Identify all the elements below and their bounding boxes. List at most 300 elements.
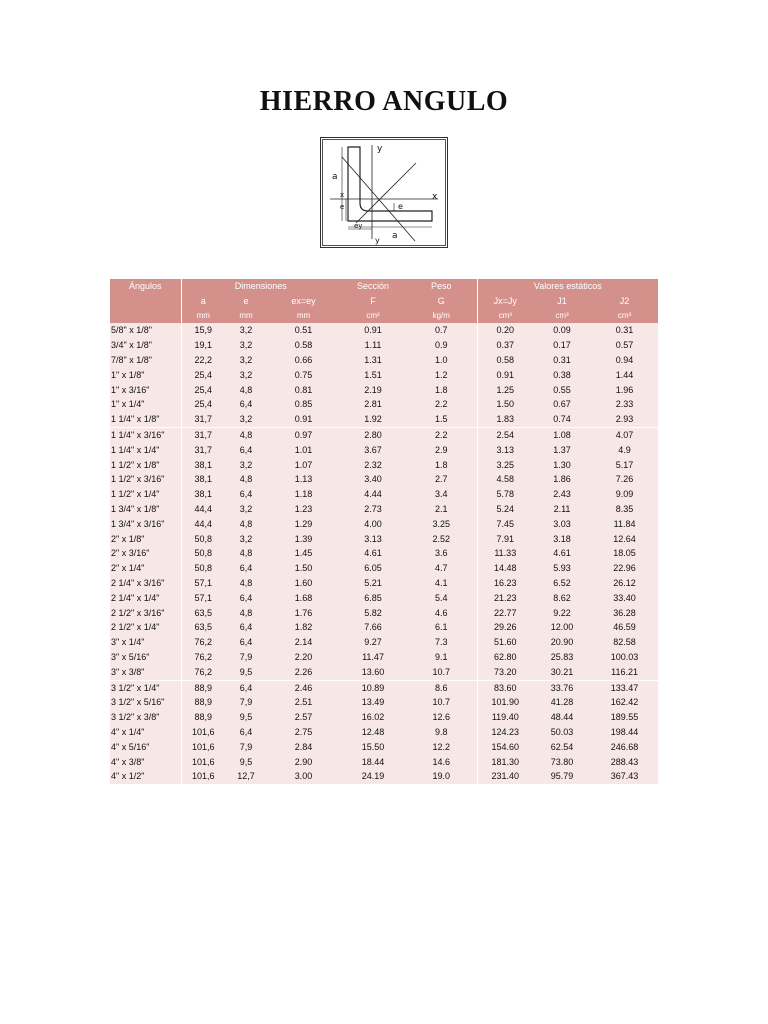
cell-j1: 5.93 [533, 561, 591, 576]
header-unit-e: mm [225, 309, 267, 324]
cell-g: 4.6 [406, 606, 477, 621]
cell-angulo: 1" x 3/16" [110, 383, 181, 398]
cell-exey: 1.01 [267, 443, 340, 458]
cell-exey: 2.75 [267, 725, 340, 740]
cell-j1: 1.08 [533, 427, 591, 442]
cell-f: 2.80 [340, 427, 406, 442]
cell-j1: 30.21 [533, 665, 591, 680]
cell-angulo: 3/4" x 1/8" [110, 338, 181, 353]
header-sub-a: a [181, 294, 225, 309]
cell-g: 2.7 [406, 472, 477, 487]
cell-g: 3.25 [406, 517, 477, 532]
cell-e: 6,4 [225, 620, 267, 635]
cell-j1: 2.43 [533, 487, 591, 502]
cell-a: 50,8 [181, 532, 225, 547]
cell-exey: 1.50 [267, 561, 340, 576]
cell-e: 7,9 [225, 650, 267, 665]
cell-a: 31,7 [181, 412, 225, 427]
cell-j1: 50.03 [533, 725, 591, 740]
cell-j2: 5.17 [591, 458, 658, 473]
cell-a: 50,8 [181, 561, 225, 576]
cell-j1: 0.17 [533, 338, 591, 353]
table-row [110, 710, 658, 725]
cell-j2: 0.57 [591, 338, 658, 353]
cell-a: 25,4 [181, 368, 225, 383]
cell-j2: 0.94 [591, 353, 658, 368]
cell-exey: 2.26 [267, 665, 340, 680]
cell-exey: 1.76 [267, 606, 340, 621]
cell-j2: 1.96 [591, 383, 658, 398]
cell-j2: 33.40 [591, 591, 658, 606]
cell-g: 4.7 [406, 561, 477, 576]
cell-e: 6,4 [225, 487, 267, 502]
header-unit-f: cm² [340, 309, 406, 324]
cell-a: 76,2 [181, 650, 225, 665]
cell-exey: 0.75 [267, 368, 340, 383]
cell-e: 12,7 [225, 769, 267, 784]
cell-jxjy: 62.80 [477, 650, 533, 665]
cell-a: 101,6 [181, 769, 225, 784]
cell-exey: 0.58 [267, 338, 340, 353]
cell-exey: 1.68 [267, 591, 340, 606]
cell-j2: 22.96 [591, 561, 658, 576]
cell-f: 3.13 [340, 532, 406, 547]
cell-g: 2.1 [406, 502, 477, 517]
cell-exey: 2.84 [267, 740, 340, 755]
cell-exey: 1.29 [267, 517, 340, 532]
header-sub-j2: J2 [591, 294, 658, 309]
table-row [110, 323, 658, 338]
cell-j1: 0.74 [533, 412, 591, 427]
cell-j1: 6.52 [533, 576, 591, 591]
cell-j2: 4.9 [591, 443, 658, 458]
table-row [110, 458, 658, 473]
cell-exey: 0.91 [267, 412, 340, 427]
cell-e: 9,5 [225, 755, 267, 770]
cell-f: 2.81 [340, 397, 406, 412]
cell-a: 25,4 [181, 383, 225, 398]
cell-g: 1.2 [406, 368, 477, 383]
angle-table [110, 279, 658, 784]
cell-j2: 189.55 [591, 710, 658, 725]
header-unit-exey: mm [267, 309, 340, 324]
cell-f: 2.73 [340, 502, 406, 517]
table-row [110, 472, 658, 487]
cell-j1: 8.62 [533, 591, 591, 606]
cell-f: 13.60 [340, 665, 406, 680]
cell-g: 12.2 [406, 740, 477, 755]
header-sub-j1: J1 [533, 294, 591, 309]
cell-jxjy: 5.78 [477, 487, 533, 502]
cell-angulo: 2" x 3/16" [110, 546, 181, 561]
header-unit-a: mm [181, 309, 225, 324]
cell-f: 6.85 [340, 591, 406, 606]
cell-a: 15,9 [181, 323, 225, 338]
cell-angulo: 3" x 3/8" [110, 665, 181, 680]
header-sub-jxjy: Jx=Jy [477, 294, 533, 309]
angle-diagram [320, 137, 448, 248]
cell-angulo: 1 3/4" x 1/8" [110, 502, 181, 517]
table-row [110, 740, 658, 755]
cell-jxjy: 1.25 [477, 383, 533, 398]
cell-f: 10.89 [340, 680, 406, 695]
cell-a: 22,2 [181, 353, 225, 368]
cell-a: 101,6 [181, 755, 225, 770]
table-row [110, 591, 658, 606]
cell-g: 1.8 [406, 383, 477, 398]
cell-j2: 367.43 [591, 769, 658, 784]
cell-j1: 0.38 [533, 368, 591, 383]
header-unit-jxjy: cm³ [477, 309, 533, 324]
cell-jxjy: 83.60 [477, 680, 533, 695]
cell-j1: 33.76 [533, 680, 591, 695]
cell-f: 4.00 [340, 517, 406, 532]
table-row [110, 546, 658, 561]
cell-e: 6,4 [225, 443, 267, 458]
cell-e: 3,2 [225, 502, 267, 517]
cell-angulo: 4" x 3/8" [110, 755, 181, 770]
cell-a: 76,2 [181, 665, 225, 680]
cell-exey: 1.39 [267, 532, 340, 547]
cell-exey: 0.97 [267, 427, 340, 442]
cell-j2: 9.09 [591, 487, 658, 502]
cell-angulo: 4" x 5/16" [110, 740, 181, 755]
cell-j1: 41.28 [533, 695, 591, 710]
cell-j1: 3.18 [533, 532, 591, 547]
header-sub-e: e [225, 294, 267, 309]
cell-angulo: 1 1/2" x 1/4" [110, 487, 181, 502]
cell-f: 1.11 [340, 338, 406, 353]
cell-a: 57,1 [181, 591, 225, 606]
header-unit-g: kg/m [406, 309, 477, 324]
cell-g: 7.3 [406, 635, 477, 650]
table-row [110, 695, 658, 710]
cell-exey: 1.60 [267, 576, 340, 591]
cell-g: 3.4 [406, 487, 477, 502]
table-row [110, 338, 658, 353]
table-row [110, 755, 658, 770]
table-row [110, 517, 658, 532]
cell-e: 4,8 [225, 576, 267, 591]
cell-jxjy: 3.13 [477, 443, 533, 458]
header-sub-g: G [406, 294, 477, 309]
cell-f: 4.44 [340, 487, 406, 502]
cell-jxjy: 1.50 [477, 397, 533, 412]
table-row [110, 576, 658, 591]
cell-angulo: 3 1/2" x 5/16" [110, 695, 181, 710]
cell-j1: 73.80 [533, 755, 591, 770]
cell-j1: 62.54 [533, 740, 591, 755]
cell-f: 3.40 [340, 472, 406, 487]
cell-g: 12.6 [406, 710, 477, 725]
table-row [110, 368, 658, 383]
cell-j1: 3.03 [533, 517, 591, 532]
cell-f: 15.50 [340, 740, 406, 755]
cell-a: 88,9 [181, 680, 225, 695]
table-row [110, 487, 658, 502]
cell-e: 4,8 [225, 472, 267, 487]
cell-a: 38,1 [181, 458, 225, 473]
cell-j2: 2.93 [591, 412, 658, 427]
cell-exey: 1.13 [267, 472, 340, 487]
cell-j2: 0.31 [591, 323, 658, 338]
cell-jxjy: 22.77 [477, 606, 533, 621]
cell-g: 2.2 [406, 427, 477, 442]
cell-j2: 36.28 [591, 606, 658, 621]
cell-e: 3,2 [225, 368, 267, 383]
diagram-label-e-web: e [340, 203, 345, 211]
table-row [110, 353, 658, 368]
cell-f: 5.21 [340, 576, 406, 591]
cell-jxjy: 101.90 [477, 695, 533, 710]
cell-e: 6,4 [225, 725, 267, 740]
cell-e: 9,5 [225, 710, 267, 725]
cell-e: 3,2 [225, 532, 267, 547]
cell-g: 9.8 [406, 725, 477, 740]
cell-e: 7,9 [225, 695, 267, 710]
cell-j2: 162.42 [591, 695, 658, 710]
cell-f: 2.32 [340, 458, 406, 473]
cell-a: 31,7 [181, 443, 225, 458]
cell-exey: 0.85 [267, 397, 340, 412]
cell-j1: 4.61 [533, 546, 591, 561]
table-row [110, 769, 658, 784]
cell-jxjy: 124.23 [477, 725, 533, 740]
cell-f: 2.19 [340, 383, 406, 398]
cell-exey: 1.82 [267, 620, 340, 635]
cell-j2: 246.68 [591, 740, 658, 755]
cell-jxjy: 1.83 [477, 412, 533, 427]
cell-e: 6,4 [225, 397, 267, 412]
cell-angulo: 1" x 1/8" [110, 368, 181, 383]
cell-f: 11.47 [340, 650, 406, 665]
table-row [110, 680, 658, 695]
cell-jxjy: 21.23 [477, 591, 533, 606]
cell-f: 12.48 [340, 725, 406, 740]
cell-jxjy: 14.48 [477, 561, 533, 576]
angle-table-container [110, 279, 658, 784]
cell-a: 88,9 [181, 710, 225, 725]
cell-j2: 133.47 [591, 680, 658, 695]
cell-e: 3,2 [225, 458, 267, 473]
diagram-label-a-left: a [332, 172, 338, 182]
cell-angulo: 2 1/2" x 3/16" [110, 606, 181, 621]
cell-jxjy: 5.24 [477, 502, 533, 517]
cell-g: 0.7 [406, 323, 477, 338]
cell-g: 0.9 [406, 338, 477, 353]
cell-e: 3,2 [225, 338, 267, 353]
cell-f: 1.31 [340, 353, 406, 368]
header-seccion: Sección [340, 279, 406, 294]
cell-j2: 100.03 [591, 650, 658, 665]
cell-exey: 0.66 [267, 353, 340, 368]
table-row [110, 427, 658, 442]
cell-exey: 2.46 [267, 680, 340, 695]
cell-jxjy: 231.40 [477, 769, 533, 784]
table-row [110, 532, 658, 547]
cell-jxjy: 181.30 [477, 755, 533, 770]
cell-exey: 2.20 [267, 650, 340, 665]
table-row [110, 383, 658, 398]
cell-f: 5.82 [340, 606, 406, 621]
cell-j1: 9.22 [533, 606, 591, 621]
cell-e: 4,8 [225, 427, 267, 442]
cell-angulo: 4" x 1/2" [110, 769, 181, 784]
cell-g: 19.0 [406, 769, 477, 784]
cell-j1: 95.79 [533, 769, 591, 784]
cell-angulo: 2 1/2" x 1/4" [110, 620, 181, 635]
cell-exey: 0.51 [267, 323, 340, 338]
cell-a: 63,5 [181, 620, 225, 635]
cell-jxjy: 0.91 [477, 368, 533, 383]
cell-j1: 0.31 [533, 353, 591, 368]
cell-angulo: 1 1/4" x 1/4" [110, 443, 181, 458]
cell-j2: 46.59 [591, 620, 658, 635]
cell-angulo: 2" x 1/8" [110, 532, 181, 547]
cell-exey: 1.45 [267, 546, 340, 561]
cell-angulo: 2 1/4" x 1/4" [110, 591, 181, 606]
cell-a: 25,4 [181, 397, 225, 412]
table-row [110, 561, 658, 576]
cell-jxjy: 154.60 [477, 740, 533, 755]
diagram-label-ey: ey [354, 222, 363, 230]
cell-g: 1.0 [406, 353, 477, 368]
cell-e: 6,4 [225, 591, 267, 606]
table-row [110, 412, 658, 427]
cell-j2: 2.33 [591, 397, 658, 412]
table-row [110, 620, 658, 635]
cell-angulo: 2" x 1/4" [110, 561, 181, 576]
cell-angulo: 1 1/2" x 1/8" [110, 458, 181, 473]
cell-j1: 0.55 [533, 383, 591, 398]
cell-e: 3,2 [225, 353, 267, 368]
cell-f: 0.91 [340, 323, 406, 338]
cell-g: 1.5 [406, 412, 477, 427]
cell-j2: 4.07 [591, 427, 658, 442]
cell-jxjy: 2.54 [477, 427, 533, 442]
cell-f: 6.05 [340, 561, 406, 576]
cell-e: 4,8 [225, 383, 267, 398]
cell-j2: 198.44 [591, 725, 658, 740]
cell-g: 3.6 [406, 546, 477, 561]
cell-j1: 1.30 [533, 458, 591, 473]
header-valores: Valores estáticos [477, 279, 658, 294]
cell-f: 1.51 [340, 368, 406, 383]
cell-jxjy: 51.60 [477, 635, 533, 650]
cell-exey: 2.57 [267, 710, 340, 725]
cell-j1: 48.44 [533, 710, 591, 725]
cell-exey: 2.14 [267, 635, 340, 650]
diagram-label-y-top: y [377, 144, 383, 154]
diagram-label-e-flange: e [398, 202, 403, 211]
cell-jxjy: 0.37 [477, 338, 533, 353]
cell-angulo: 4" x 1/4" [110, 725, 181, 740]
cell-exey: 1.07 [267, 458, 340, 473]
diagram-label-a-bottom: a [392, 231, 398, 241]
cell-angulo: 1" x 1/4" [110, 397, 181, 412]
cell-angulo: 1 1/4" x 1/8" [110, 412, 181, 427]
cell-a: 44,4 [181, 517, 225, 532]
cell-angulo: 7/8" x 1/8" [110, 353, 181, 368]
cell-e: 6,4 [225, 680, 267, 695]
cell-j2: 26.12 [591, 576, 658, 591]
cell-a: 63,5 [181, 606, 225, 621]
cell-j1: 1.37 [533, 443, 591, 458]
cell-g: 2.52 [406, 532, 477, 547]
cell-angulo: 5/8" x 1/8" [110, 323, 181, 338]
cell-j2: 116.21 [591, 665, 658, 680]
cell-j1: 25.83 [533, 650, 591, 665]
cell-jxjy: 7.91 [477, 532, 533, 547]
cell-a: 57,1 [181, 576, 225, 591]
table-row [110, 665, 658, 680]
cell-f: 24.19 [340, 769, 406, 784]
diagram-label-x-left: x [340, 191, 345, 199]
diagram-label-y-bottom: y [375, 236, 380, 245]
cell-exey: 1.23 [267, 502, 340, 517]
cell-j1: 0.09 [533, 323, 591, 338]
cell-angulo: 3" x 5/16" [110, 650, 181, 665]
cell-a: 19,1 [181, 338, 225, 353]
cell-angulo: 3 1/2" x 1/4" [110, 680, 181, 695]
cell-angulo: 3" x 1/4" [110, 635, 181, 650]
cell-jxjy: 0.58 [477, 353, 533, 368]
cell-e: 4,8 [225, 606, 267, 621]
header-blank [110, 309, 181, 324]
cell-jxjy: 73.20 [477, 665, 533, 680]
cell-g: 1.8 [406, 458, 477, 473]
cell-e: 4,8 [225, 517, 267, 532]
cell-jxjy: 3.25 [477, 458, 533, 473]
cell-jxjy: 16.23 [477, 576, 533, 591]
cell-a: 44,4 [181, 502, 225, 517]
cell-j1: 1.86 [533, 472, 591, 487]
cell-g: 2.9 [406, 443, 477, 458]
cell-jxjy: 7.45 [477, 517, 533, 532]
cell-j1: 20.90 [533, 635, 591, 650]
page-title: HIERRO ANGULO [259, 86, 509, 117]
table-row [110, 650, 658, 665]
cell-g: 4.1 [406, 576, 477, 591]
cell-exey: 2.51 [267, 695, 340, 710]
cell-e: 3,2 [225, 412, 267, 427]
cell-a: 31,7 [181, 427, 225, 442]
cell-e: 9,5 [225, 665, 267, 680]
cell-a: 38,1 [181, 487, 225, 502]
header-unit-j1: cm³ [533, 309, 591, 324]
cell-angulo: 1 3/4" x 3/16" [110, 517, 181, 532]
cell-jxjy: 11.33 [477, 546, 533, 561]
table-row [110, 725, 658, 740]
cell-j2: 18.05 [591, 546, 658, 561]
cell-a: 50,8 [181, 546, 225, 561]
cell-e: 3,2 [225, 323, 267, 338]
cell-g: 5.4 [406, 591, 477, 606]
cell-jxjy: 29.26 [477, 620, 533, 635]
cell-g: 10.7 [406, 695, 477, 710]
cell-a: 38,1 [181, 472, 225, 487]
cell-e: 7,9 [225, 740, 267, 755]
cell-g: 6.1 [406, 620, 477, 635]
cell-a: 101,6 [181, 740, 225, 755]
cell-j1: 12.00 [533, 620, 591, 635]
cell-jxjy: 4.58 [477, 472, 533, 487]
table-row [110, 606, 658, 621]
cell-a: 76,2 [181, 635, 225, 650]
cell-g: 10.7 [406, 665, 477, 680]
cell-j2: 1.44 [591, 368, 658, 383]
cell-f: 7.66 [340, 620, 406, 635]
